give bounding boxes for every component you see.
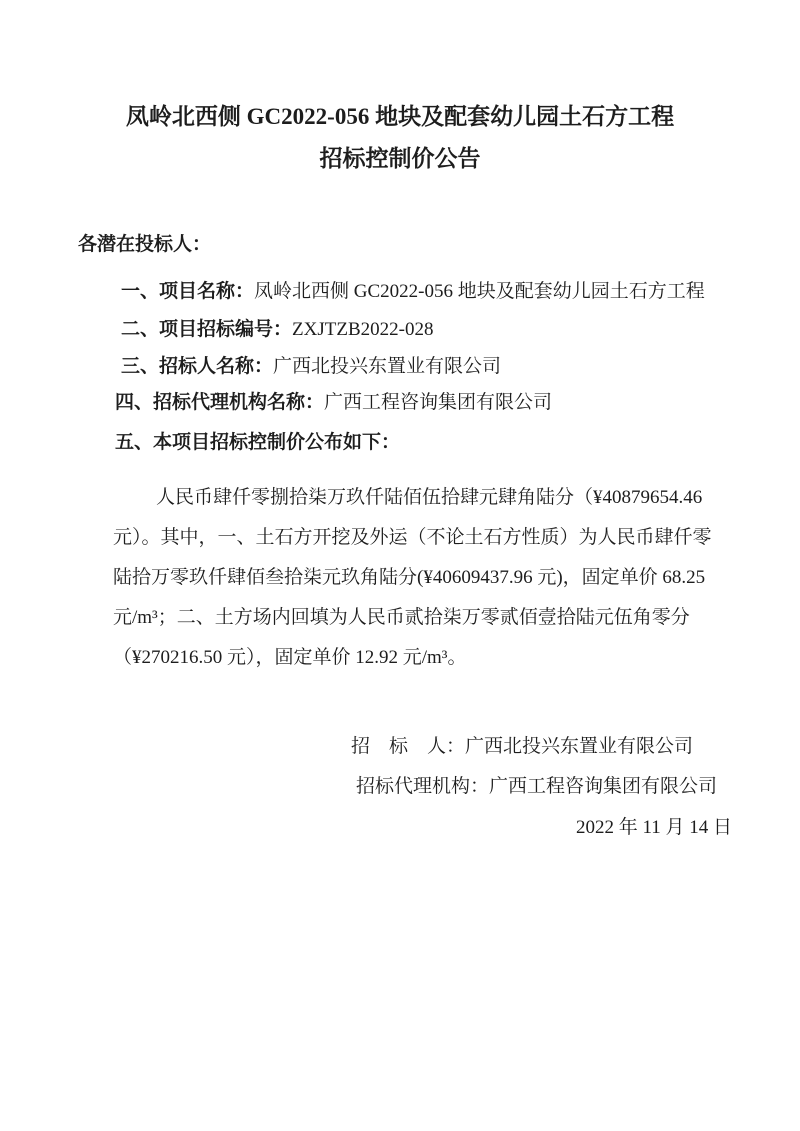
signature-tenderer-label: 招 标 人： — [350, 736, 465, 757]
price-paragraph-line: 陆拾万零玖仟肆佰叁拾柒元玖角陆分(¥40609437.96 元)，固定单价 68.25 — [113, 567, 706, 588]
list-item-project-name — [121, 280, 705, 304]
list-item-tender-number — [121, 318, 433, 342]
list-item-tenderer-name — [121, 355, 501, 379]
item-label: 四、招标代理机构名称： — [115, 392, 325, 413]
signature-tenderer-line — [351, 735, 693, 759]
price-paragraph-line: （¥270216.50 元），固定单价 12.92 元/m³。 — [113, 647, 467, 668]
item-label: 二、项目招标编号： — [121, 319, 293, 340]
list-item-control-price-heading — [115, 431, 400, 455]
signature-tenderer-name: 广西北投兴东置业有限公司 — [464, 736, 693, 757]
list-item-agency-name — [115, 391, 552, 415]
document-title-line1: 凤岭北西侧 GC2022-056 地块及配套幼儿园土石方工程 — [125, 104, 675, 129]
item-value: ZXJTZB2022-028 — [292, 319, 434, 340]
item-label: 一、项目名称： — [121, 281, 255, 302]
item-value: 广西工程咨询集团有限公司 — [324, 392, 553, 413]
document-title-line2: 招标控制价公告 — [319, 146, 481, 171]
signature-agency-label: 招标代理机构： — [355, 776, 489, 797]
signature-agency-line — [356, 775, 717, 799]
price-paragraph-line: 元/m³；二、土方场内回填为人民币贰拾柒万零贰佰壹拾陆元伍角零分 — [113, 607, 690, 628]
greeting-line: 各潜在投标人： — [78, 234, 212, 255]
signature-agency-name: 广西工程咨询集团有限公司 — [488, 776, 717, 797]
signature-date: 2022 年 11 月 14 日 — [575, 817, 732, 838]
price-paragraph-line: 元）。其中，一、土石方开挖及外运（不论土石方性质）为人民币肆仟零 — [113, 527, 712, 548]
item-value: 凤岭北西侧 GC2022-056 地块及配套幼儿园土石方工程 — [254, 281, 705, 302]
item-label: 五、本项目招标控制价公布如下： — [115, 432, 401, 453]
item-value: 广西北投兴东置业有限公司 — [273, 356, 502, 377]
price-paragraph-line: 人民币肆仟零捌拾柒万玖仟陆佰伍拾肆元肆角陆分（¥40879654.46 — [156, 487, 703, 508]
item-label: 三、招标人名称： — [121, 356, 274, 377]
